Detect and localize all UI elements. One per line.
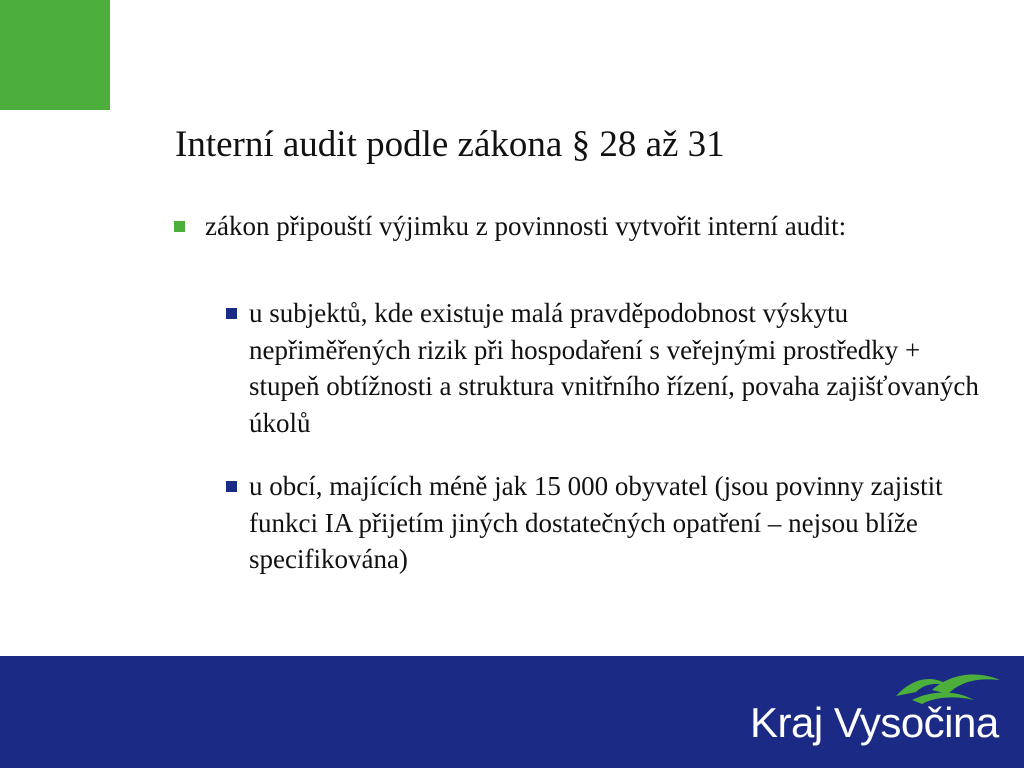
logo-text: Kraj Vysočina — [750, 699, 999, 746]
sub-bullet-item — [249, 295, 979, 441]
square-bullet-icon — [226, 481, 237, 492]
bullet-text: zákon připouští výjimku z povinnosti vytvořit interní audit: — [205, 211, 847, 241]
corner-accent-block — [0, 0, 110, 110]
bullet-item — [205, 207, 965, 245]
square-bullet-icon — [174, 221, 185, 232]
kraj-vysocina-logo — [742, 670, 1004, 760]
sub-bullet-text: u obcí, majících méně jak 15 000 obyvatel (jsou povinny zajistit funkci IA přijetím jiných dostatečných opatření – nejsou blíže specifikována) — [249, 471, 943, 574]
sub-bullet-text: u subjektů, kde existuje malá pravděpodobnost výskytu nepřiměřených rizik při hospodaření s veřejnými prostředky + stupeň obtížnosti a struktura vnitřního řízení, povaha zajišťovaných úkolů — [249, 298, 979, 438]
slide-title: Interní audit podle zákona § 28 až 31 — [175, 124, 725, 165]
sub-bullet-item — [249, 468, 979, 578]
square-bullet-icon — [226, 308, 237, 319]
